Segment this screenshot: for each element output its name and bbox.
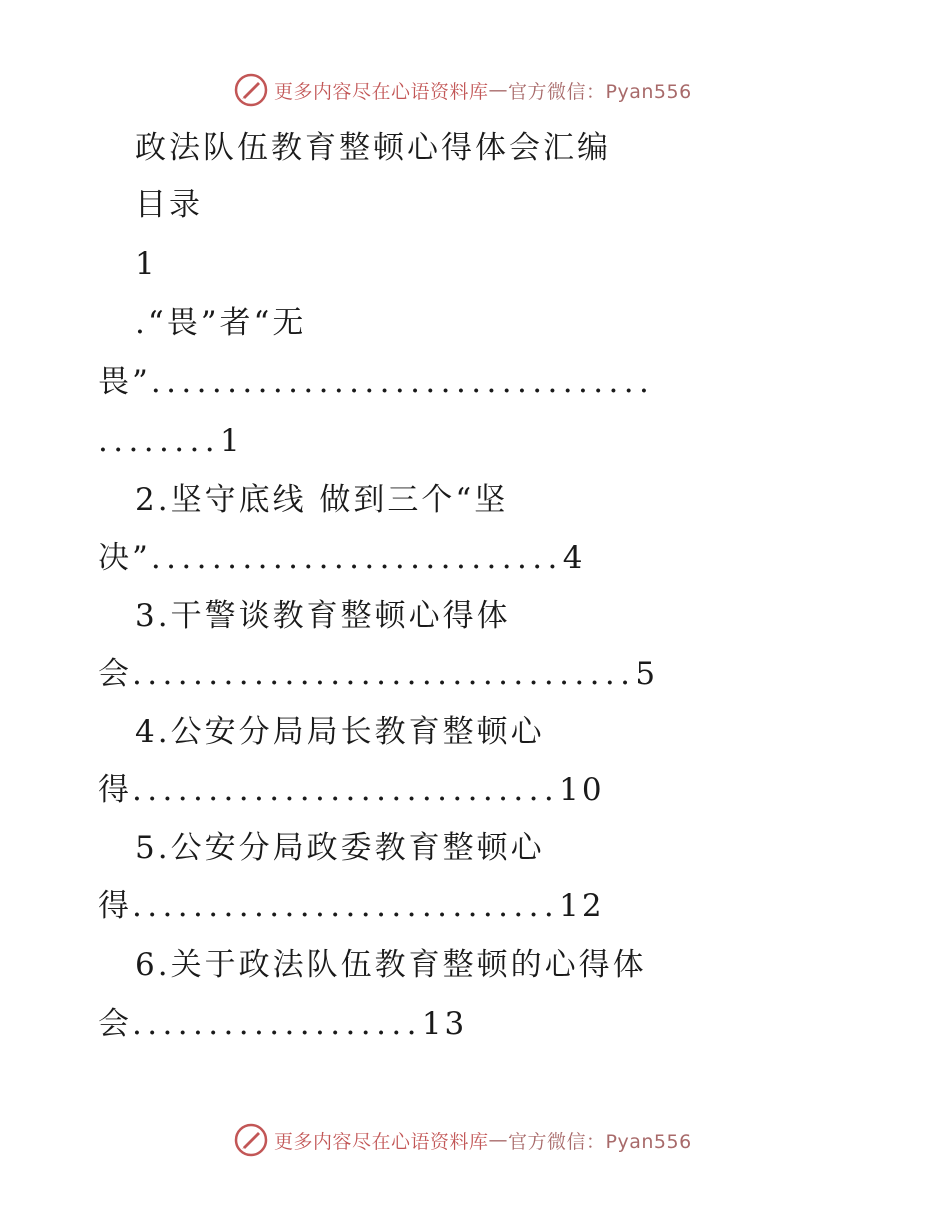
toc-entry-3-title[interactable]: 3.干警谈教育整顿心得体 [135, 598, 511, 634]
watermark-separator: — [488, 1129, 509, 1151]
toc-entry-1-title-end: 畏” [98, 364, 151, 400]
toc-entry-3-leader[interactable] [98, 654, 658, 694]
toc-entry-3-page: 5 [635, 656, 659, 692]
quill-logo-icon [234, 73, 268, 107]
toc-entry-1-page: 1 [220, 423, 243, 459]
toc-entry-3-dots: ................................. [132, 656, 636, 692]
toc-entry-4-title[interactable]: 4.公安分局局长教育整顿心 [135, 714, 545, 750]
toc-entry-6-page: 13 [421, 1006, 468, 1042]
toc-entry-1-number[interactable]: 1 [135, 246, 158, 282]
toc-entry-2-leader[interactable] [98, 538, 585, 578]
toc-entry-1-dots-cont: ........ [98, 423, 221, 459]
toc-entry-5-title-end: 得 [98, 888, 132, 924]
toc-entry-2-dots: ........................... [150, 540, 563, 576]
toc-entry-4-title-end: 得 [98, 772, 132, 808]
toc-entry-1-leader[interactable] [98, 362, 654, 402]
watermark-official: 官方微信：Pyan556 [508, 80, 692, 103]
toc-entry-4-page: 10 [559, 772, 605, 808]
toc-entry-6-title-end: 会 [98, 1006, 132, 1042]
toc-entry-4-leader[interactable] [98, 770, 605, 810]
watermark-brand: 更多内容尽在心语资料库 [274, 80, 489, 103]
toc-entry-6-leader[interactable] [98, 1004, 467, 1044]
watermark-separator: — [488, 79, 509, 101]
watermark-brand: 更多内容尽在心语资料库 [274, 1130, 489, 1153]
toc-entry-3-title-end: 会 [98, 656, 132, 692]
toc-entry-2-title[interactable]: 2.坚守底线 做到三个“坚 [135, 482, 509, 518]
toc-entry-5-leader[interactable] [98, 886, 605, 926]
toc-entry-6-dots: ................... [132, 1006, 422, 1042]
toc-entry-1-leader-cont[interactable] [98, 421, 243, 461]
toc-entry-1-dots: ................................. [150, 364, 655, 400]
toc-entry-5-page: 12 [559, 888, 605, 924]
document-title: 政法队伍教育整顿心得体会汇编 [135, 130, 611, 166]
watermark-header [234, 72, 692, 108]
watermark-official: 官方微信：Pyan556 [508, 1130, 692, 1153]
toc-entry-6-title[interactable]: 6.关于政法队伍教育整顿的心得体 [135, 947, 647, 983]
toc-entry-5-title[interactable]: 5.公安分局政委教育整顿心 [135, 830, 545, 866]
toc-entry-4-dots: ............................ [132, 772, 560, 808]
toc-entry-5-dots: ............................ [132, 888, 560, 924]
toc-entry-1-title[interactable]: .“畏”者“无 [135, 305, 307, 341]
toc-entry-2-page: 4 [562, 540, 586, 576]
quill-logo-icon [234, 1123, 268, 1157]
toc-heading: 目录 [135, 187, 203, 223]
toc-entry-2-title-end: 决” [98, 540, 151, 576]
watermark-footer [234, 1122, 692, 1158]
